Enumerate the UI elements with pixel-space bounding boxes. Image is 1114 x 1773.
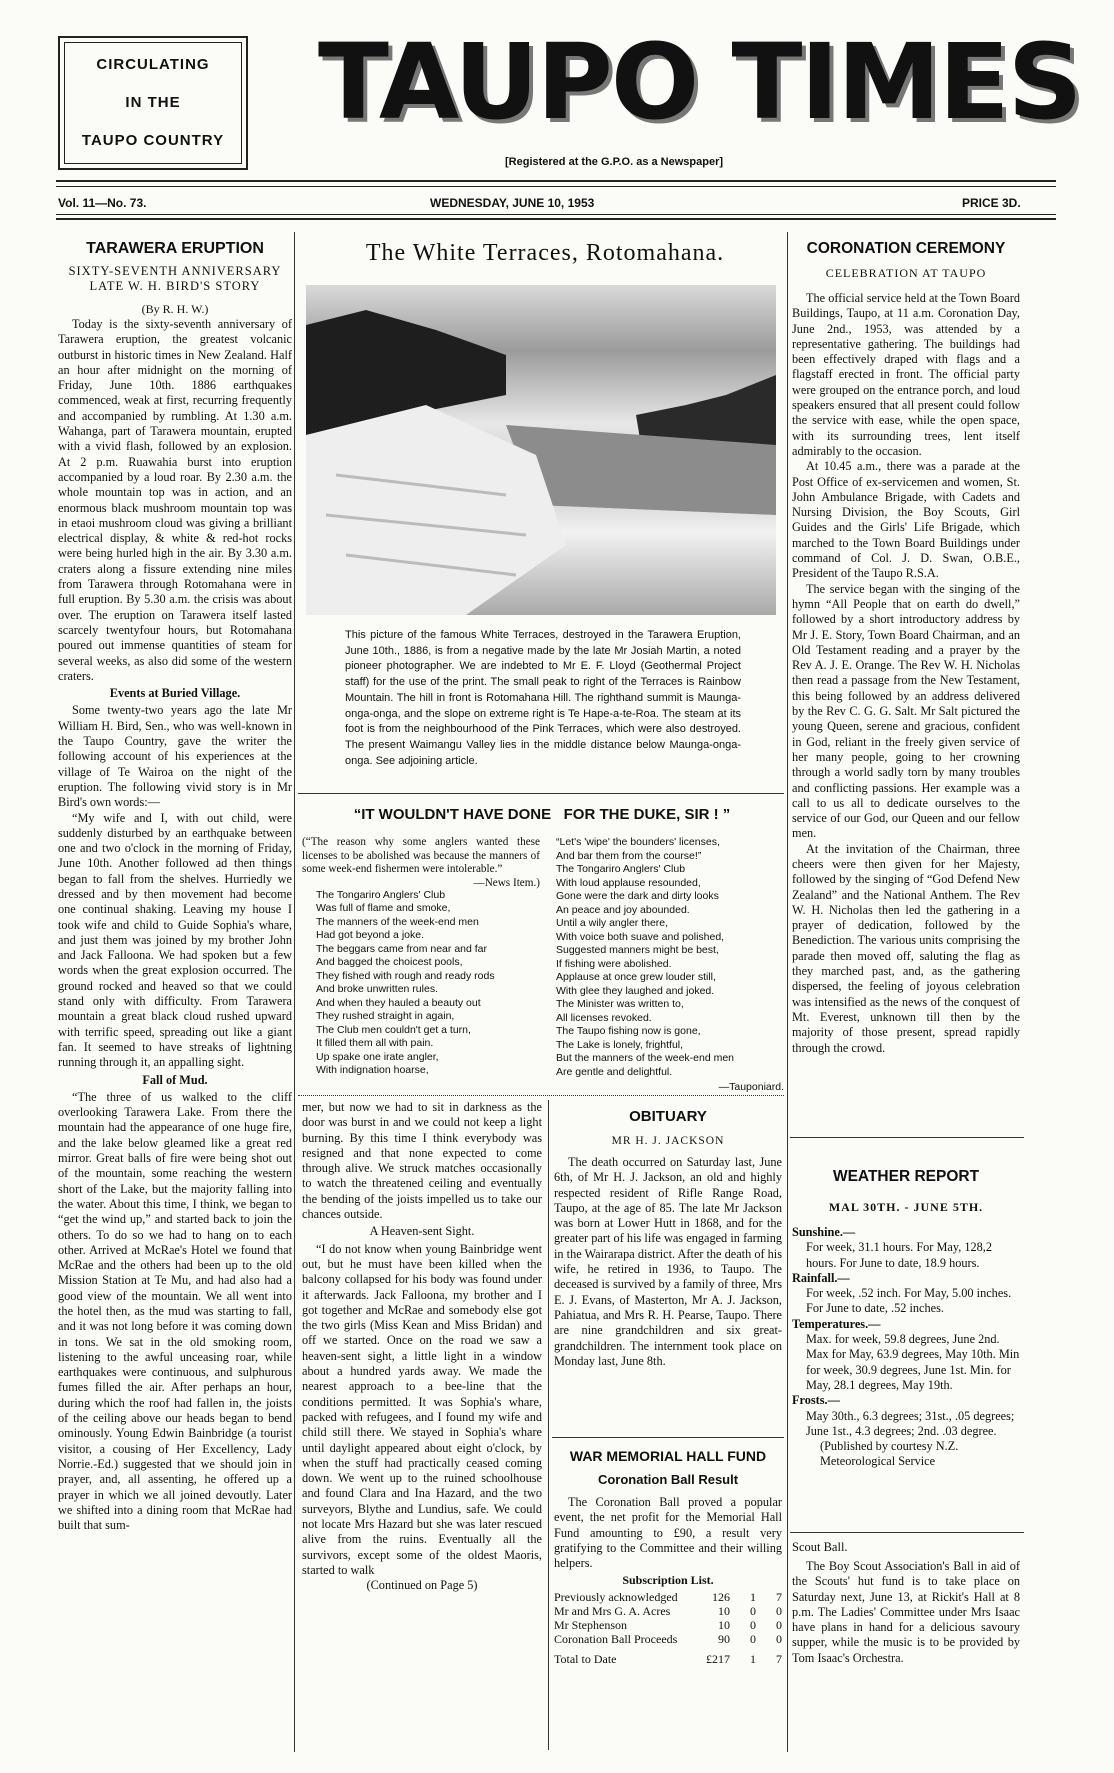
poem-line: The beggars came from near and far bbox=[316, 942, 488, 955]
paragraph: The service began with the singing of the hymn “All People that on earth do dwell,” followed by a short introductory address by Mr J. E. Story, Town Board Chairman, and an Old Testament reading and a prayer by the Rev A. J. E. Orange. The Rev W. H. Nicholas then read a passage from the New Testament, this being followed by an address delivered by the Rev C. G. G. Salt. Mr Salt pictured the young Queen, serene and gracious, confident in God, reliant in the freely given service of her many people, going to her crowning through a world sadly torn by many troubles and conflicting passions. Her example was a call to us all to dedicate ourselves to the service of our God, our Queen and our fellow men. bbox=[792, 581, 1020, 841]
obituary-article bbox=[554, 1108, 782, 1369]
temperatures-label: Temperatures.— bbox=[792, 1316, 881, 1331]
column-rule-2 bbox=[548, 1100, 549, 1750]
poem-line: Was full of flame and smoke, bbox=[316, 902, 451, 914]
coronation-subheading: CELEBRATION AT TAUPO bbox=[825, 266, 987, 280]
weather-body bbox=[792, 1225, 1020, 1470]
coronation-body bbox=[792, 291, 1020, 1056]
war-memorial-body bbox=[554, 1495, 782, 1571]
terraces-heading: The White Terraces, Rotomahana. bbox=[365, 240, 725, 266]
paragraph: The Coronation Ball proved a popular event, the net profit for the Memorial Hall Fund amounting to £90, a result very gratifying to the Committee and their willing helpers. bbox=[554, 1495, 782, 1571]
tarawera-body bbox=[58, 317, 292, 1533]
poem-line: With voice both suave and polished, bbox=[556, 930, 725, 943]
poem-line: “Let's 'wipe' the bounders' licenses, bbox=[556, 836, 720, 848]
photo-caption: This picture of the famous White Terraces, destroyed in the Tarawera Eruption, June 10th., 1886, is from a negative made by the late Mr Josiah Martin, a noted pioneer photographer. We are indebted to Mr E. F. Lloyd (Geothermal Project staff) for the use of the print. The small peak to right of the Terraces is Rainbow Mountain. The hill in front is Rotomahana Hill. The righthand summit is Maunga-onga-onga, and the slope on extreme right is Te Hape-a-te-Roa. The steam at its foot is from the neighbourhood of the Pink Terraces, which were also destroyed. The present Waimangu Valley lies in the middle distance below Maunga-onga-onga. See adjoining article. bbox=[345, 629, 741, 767]
poem-left-stanza bbox=[316, 889, 540, 1078]
poem-line: They fished with rough and ready rods bbox=[316, 969, 495, 982]
table-row: Mr and Mrs G. A. Acres 10 0 0 bbox=[554, 1604, 782, 1619]
paragraph: “The three of us walked to the cliff overlooking Tarawera Lake. From there the mountain had the appearance of one huge fire, and the lake below gleamed like a great red mirror. Great balls of fire were being shot out of the mountain, some reaching the western short of the Lake, but the majority falling into the water. About this time, I think, we began to “get the wind up,” and started back to join the others. To do so we had to hang on to each other. Arrived at McRae's Hotel we found that McRae and the others had been up to the old Mission Station at Te Mu, and had also had a good view of the mountain. We all went into the hotel then, as the mud was starting to fall, and it was not long before it was coming down in tons. We sat in the old smoking room, listening to the awful unceasing roar, while earthquakes were continuous, and sulphurous fumes filled the air. After perhaps an hour, during which the roof had fallen in, the joists of the ceiling above our heads began to bend ominously. Young Edwin Bainbridge (a tourist visitor, a cousing of Her Excellency, Lady Norrie.-Ed.) suggested that we should join in prayer, and, all assenting, he offered up a prayer in which we all joined devoutly. Later we shifted into a dining room that McRae had built that sum- bbox=[58, 1089, 292, 1533]
tarawera-heading: TARAWERA ERUPTION bbox=[86, 240, 264, 257]
poem-line: An peace and joy abounded. bbox=[556, 903, 690, 916]
scout-ball-body bbox=[792, 1559, 1020, 1666]
poem-line: And bar them from the course!” bbox=[556, 849, 702, 862]
coronation-article bbox=[792, 240, 1020, 1056]
circulating-line-1: CIRCULATING bbox=[96, 56, 210, 73]
poem-rule bbox=[298, 1095, 784, 1097]
poem-line: Up spake one irate angler, bbox=[316, 1050, 439, 1063]
subscription-list-title: Subscription List. bbox=[622, 1573, 714, 1588]
poem-line: They rushed straight in again, bbox=[316, 1010, 455, 1022]
weather-rule bbox=[790, 1532, 1024, 1533]
temperatures-text: Max. for week, 59.8 degrees, June 2nd. Max for May, 63.9 degrees, May 10th. Min for week, 30.9 degrees, June 1st. Min. for May, 28.1 degrees, May 19th. bbox=[806, 1332, 1020, 1392]
weather-heading: WEATHER REPORT bbox=[832, 1168, 980, 1185]
dateline-rule-thick bbox=[56, 218, 1056, 220]
tarawera-continued bbox=[302, 1100, 542, 1594]
paragraph: The death occurred on Saturday last, June 6th, of Mr H. J. Jackson, an old and highly respected resident of Rifle Range Road, Taupo, at the age of 85. The late Mr Jackson was born at Lower Hutt in 1868, and for the greater part of his life was engaged in farming in the Wairarapa district. After the death of his wife, he retired in 1936, to Taupo. The deceased is survived by a family of three, Mrs E. J. Evans, of Masterton, Mr A. J. Jackson, Pahiatua, and Mrs R. H. Pearse, Taupo. There are nine grandchildren and six great-grandchildren. The internment took place on Monday last, June 8th. bbox=[554, 1155, 782, 1368]
paragraph: At the invitation of the Chairman, three cheers were then given for her Majesty, followed by the singing of “God Defend New Zealand” and the National Anthem. The Rev W. H. Nicholas then led the gathering in a prayer of dedication, followed by the Benediction. The various units comprising the parade then moved off, saluting the flag as they marched past, and, as the gathering dispersed, the feeling of joyous celebration was intensified as the news of the conquest of Mt. Everest, unknown till then by the majority of those present, spread rapidly through the crowd. bbox=[792, 841, 1020, 1055]
tarawera-subheading-1: SIXTY-SEVENTH ANNIVERSARY bbox=[68, 264, 282, 278]
poem-left-column bbox=[302, 836, 540, 1078]
obituary-rule bbox=[552, 1437, 784, 1438]
poem-line: And when they hauled a beauty out bbox=[316, 996, 481, 1009]
scout-ball-heading: Scout Ball. bbox=[792, 1540, 848, 1554]
poem-line: All licenses revoked. bbox=[556, 1011, 652, 1024]
issue-date: WEDNESDAY, JUNE 10, 1953 bbox=[430, 196, 595, 210]
poem-line: If fishing were abolished. bbox=[556, 957, 672, 970]
poem-line: The Lake is lonely, frightful, bbox=[556, 1038, 684, 1051]
poem-line: Had got beyond a joke. bbox=[316, 929, 424, 941]
obituary-heading: OBITUARY bbox=[629, 1108, 707, 1125]
tarawera-subheading-2: LATE W. H. BIRD'S STORY bbox=[89, 279, 261, 293]
registered-notice: [Registered at the G.P.O. as a Newspaper] bbox=[505, 156, 724, 168]
tarawera-article bbox=[58, 240, 292, 1533]
volume-number: Vol. 11—No. 73. bbox=[58, 196, 147, 210]
masthead-rule-top bbox=[56, 180, 1056, 182]
poem-line: Applause at once grew louder still, bbox=[556, 971, 716, 983]
column-rule-3 bbox=[787, 232, 788, 1752]
circulating-line-3: TAUPO COUNTRY bbox=[81, 132, 225, 149]
war-memorial-heading: WAR MEMORIAL HALL FUND bbox=[569, 1448, 767, 1464]
subhead-buried-village: Events at Buried Village. bbox=[109, 686, 241, 701]
rainfall-text: For week, .52 inch. For May, 5.00 inches. For June to date, .52 inches. bbox=[806, 1286, 1012, 1316]
caption-rule bbox=[298, 793, 784, 794]
poem-line: The Minister was written to, bbox=[556, 998, 684, 1010]
poem-line: With loud applause resounded, bbox=[556, 876, 701, 889]
table-row: Previously acknowledged 126 1 7 bbox=[554, 1590, 782, 1605]
price: PRICE 3D. bbox=[962, 196, 1021, 210]
poem-line: The Club men couldn't get a turn, bbox=[316, 1023, 471, 1036]
poem-line: With indignation hoarse, bbox=[316, 1064, 429, 1076]
subscription-table bbox=[554, 1590, 782, 1666]
continued-note: (Continued on Page 5) bbox=[366, 1578, 478, 1593]
weather-report bbox=[792, 1168, 1020, 1470]
byline: (By R. H. W.) bbox=[141, 302, 209, 316]
circulating-line-2: IN THE bbox=[125, 94, 181, 111]
dateline-rule bbox=[56, 214, 1056, 215]
paragraph: Some twenty-two years ago the late Mr William H. Bird, Sen., who was well-known in the Taupo Country, gave the writer the following account of his experiences at the village of Te Wairoa on the night of the eruption. The following vivid story is in Mr Bird's own words:— bbox=[58, 703, 292, 810]
terraces-photo-icon bbox=[306, 285, 776, 615]
war-memorial-subheading: Coronation Ball Result bbox=[597, 1472, 739, 1487]
poem-signature: —Tauponiard. bbox=[718, 1081, 784, 1093]
circulating-box bbox=[58, 36, 248, 170]
newspaper-title: TAUPO TIMES bbox=[318, 21, 1081, 143]
paragraph: “I do not know when young Bainbridge went out, but he must have been killed when the balcony collapsed for his body was found under it afterwards. Jack Falloona, my brother and I got together and McRae and somebody else got the two girls (Miss Kean and Miss Bridan) and off we started. Once on the road we saw a heaven-sent sight, a little light in a window about a hundred yards away. We made the nearest approach to a bee-line that the conditions permitted. It was Sophia's whare, packed with refugees, and I found my wife and child still there. We stayed in Sophia's whare until daylight appeared about eight o'clock, by when the stuff had practically ceased coming down. We went up to the ruined schoolhouse and found Clara and Ina Hazard, and the two surveyors, Blythe and Lundius, safe. We could not locate Mrs Hazard but she was later rescued alive from the ruins. Eventually all the survivors, except some of the oldest Maoris, started to walk bbox=[302, 1241, 542, 1577]
subhead-heaven-sent: A Heaven-sent Sight. bbox=[369, 1224, 475, 1239]
poem-line: The Tongariro Anglers' Club bbox=[556, 863, 686, 875]
poem-line: And broke unwritten rules. bbox=[316, 983, 438, 995]
poem-right-stanza bbox=[556, 836, 784, 1095]
paragraph: “My wife and I, with out child, were suddenly disturbed by an earthquake between one and two o'clock in the morning of Friday, June 10th. Another followed ad then things began to fall from the shelves. Hurriedly we dressed and by then movement had become one continual shaking. Leaving my house I took wife and child to Guide Sophia's whare, and just them was joined by my brother John and Jack Falloona. We had spoken but a few words when the great explosion occurred. The ground rocked and heaved so that we could stand only with difficulty. From Tarawera mountain a great black cloud rushed upward with terrific speed, spreading out like a giant fan. It seemed to have streaks of lightning running through it, an appalling sight. bbox=[58, 810, 292, 1070]
paragraph: mer, but now we had to sit in darkness as the door was burst in and we could not keep a light burning. By this time I think everybody was resigned and that none expected to come through alive. We struck matches occasionally to watch the threatened ceiling and eventually the bending of the joists impelled us to take our chances outside. bbox=[302, 1100, 542, 1222]
table-row: Mr Stephenson 10 0 0 bbox=[554, 1618, 782, 1633]
poem-heading: “IT WOULDN'T HAVE DONE FOR THE DUKE, SIR ! ” bbox=[353, 806, 731, 823]
rainfall-label: Rainfall.— bbox=[792, 1270, 850, 1285]
poem-line: With glee they laughed and joked. bbox=[556, 984, 715, 997]
poem-line: But the manners of the week-end men bbox=[556, 1052, 735, 1064]
poem-line: The Taupo fishing now is gone, bbox=[556, 1025, 701, 1037]
poem-line: And bagged the choicest pools, bbox=[316, 956, 463, 968]
table-total-row: Total to Date £217 1 7 bbox=[554, 1652, 782, 1667]
poem-line: The manners of the week-end men bbox=[316, 915, 479, 928]
coronation-heading: CORONATION CEREMONY bbox=[806, 240, 1006, 257]
frosts-text: May 30th., 6.3 degrees; 31st., .05 degrees; June 1st., 4.3 degrees; 2nd. .03 degree. bbox=[806, 1408, 1015, 1438]
column-rule-1 bbox=[294, 232, 295, 1752]
sunshine-text: For week, 31.1 hours. For May, 128,2 hours. For June to date, 18.9 hours. bbox=[806, 1240, 993, 1270]
frosts-label: Frosts.— bbox=[792, 1393, 840, 1408]
war-memorial-article bbox=[554, 1448, 782, 1666]
paragraph: The Boy Scout Association's Ball in aid of the Scouts' hut fund is to take place on Saturday next, June 13, at Rickit's Hall at 8 p.m. The Ladies' Committee under Mrs Isaac have plans in hand for a delicious savoury supper, while the music is to be provided by Tom Isaac's Orchestra. bbox=[792, 1559, 1020, 1665]
obituary-subheading: MR H. J. JACKSON bbox=[611, 1135, 725, 1147]
poem-line: Until a wily angler there, bbox=[556, 917, 669, 929]
masthead-rule-thin bbox=[56, 186, 1056, 187]
weather-credit: (Published by courtesy N.Z. Meteorological Service bbox=[820, 1439, 959, 1469]
paragraph: At 10.45 a.m., there was a parade at the Post Office of ex-servicemen and women, St. John Ambulance Brigade, with Cadets and Nursing Division, the Boy Scouts, Girl Guides and the Girls' Life Brigade, which marched to the Town Board Buildings under command of Col. J. D. Swan, O.B.E., President of the Taupo R.S.A. bbox=[792, 459, 1020, 581]
paragraph: Today is the sixty-seventh anniversary of Tarawera eruption, the greatest volcanic outburst in historic times in New Zealand. Half an hour after midnight on the morning of Friday, June 10th. 1886 earthquakes commenced, weak at first, recurring frequently and accompanied by rumbling. At 1.30 a.m. Wahanga, part of Tarawera mountain, erupted with a vivid flash, followed by an explosion. At 2 p.m. Ruawahia burst into eruption accompanied by a loud roar. By 2.30 a.m. the whole mountain top was in action, and an enormous black mushroom mountain top was in etaoi mushroom cloud was giving a brilliant electrical display, & white & red-hot rocks were being hurled high in the air. By 3.30 a.m. craters along a fissure extending nine miles from Tarawera through Rotomahana were in full eruption. By 5.30 a.m. the crisis was about over. The eruption on Tarawera itself lasted scarcely twentyfour hours, but Rotomahana poured out immense quantities of steam for several weeks, as also did some of the western craters. bbox=[58, 317, 292, 683]
weather-period: MAL 30TH. - JUNE 5TH. bbox=[828, 1200, 984, 1214]
table-row: Coronation Ball Proceeds 90 0 0 bbox=[554, 1632, 782, 1647]
poem-line: Are gentle and delightful. bbox=[556, 1065, 673, 1078]
subhead-fall-of-mud: Fall of Mud. bbox=[142, 1072, 208, 1087]
white-terraces-photo bbox=[306, 285, 776, 615]
coronation-rule bbox=[790, 1137, 1024, 1138]
poem-line: It filled them all with pain. bbox=[316, 1037, 434, 1049]
paragraph: The official service held at the Town Board Buildings, Taupo, at 11 a.m. Coronation Day, June 2nd., 1953, was attended by a representative gathering. The buildings had been effectively draped with flags and a flagstaff erected in front. The official party were grouped on the entrance porch, and loud speakers ensured that all present could follow the service with ease, while the open space, with its surrounding trees, lent itself admirably to the occasion. bbox=[792, 291, 1020, 458]
scout-ball-article bbox=[792, 1540, 1020, 1666]
sunshine-label: Sunshine.— bbox=[792, 1225, 856, 1239]
poem-line: The Tongariro Anglers' Club bbox=[316, 888, 446, 901]
poem-intro-source: —News Item.) bbox=[473, 876, 540, 889]
poem-line: Gone were the dark and dirty looks bbox=[556, 890, 719, 902]
poem-intro: (“The reason why some anglers wanted these licenses to be abolished was because the manners of some week-end fishermen were intolerable.” bbox=[302, 836, 540, 875]
obituary-body bbox=[554, 1155, 782, 1369]
poem-line: Suggested manners might be best, bbox=[556, 944, 719, 956]
